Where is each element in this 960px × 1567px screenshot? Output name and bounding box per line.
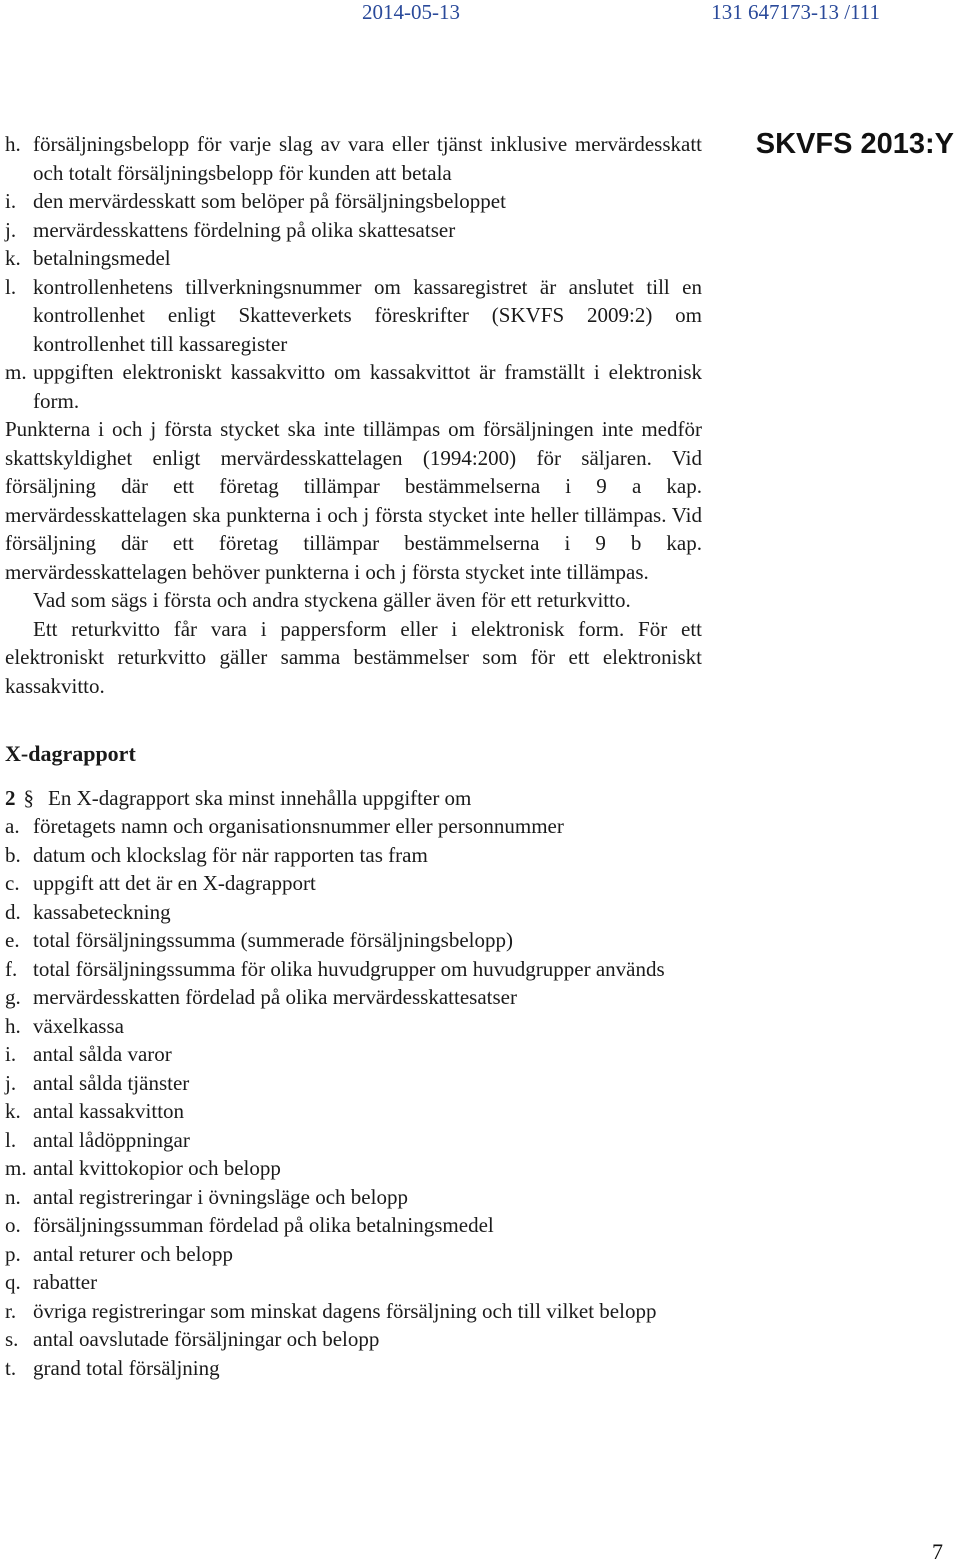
list-item (5, 983, 702, 1012)
section-symbol: § (23, 785, 34, 810)
list-letter: c. (5, 871, 20, 895)
list-letter: i. (5, 189, 17, 213)
list-letter: d. (5, 899, 21, 924)
list-item (5, 1183, 702, 1212)
list-letter: t. (5, 1355, 17, 1380)
section-heading: X-dagrapport (5, 741, 136, 766)
section-intro (5, 784, 702, 813)
section-intro-text: En X-dagrapport ska minst innehålla uppgifter om (48, 785, 472, 810)
list-letter: l. (5, 274, 17, 299)
list-item (5, 1040, 702, 1069)
list-text: antal returer och belopp (33, 1241, 233, 1266)
list-text: antal lådöppningar (33, 1127, 190, 1152)
list-letter: p. (5, 1241, 21, 1266)
list-text: mervärdesskatten fördelad på olika mervärdesskattesatser (33, 985, 517, 1009)
document-body (5, 130, 702, 1382)
list-text: rabatter (33, 1270, 98, 1294)
document-code: SKVFS 2013:Y (755, 128, 954, 160)
list-letter: m. (5, 1156, 27, 1180)
list-item (5, 1154, 702, 1183)
header-reference: 131 647173-13 /111 (711, 0, 880, 24)
list-text: antal registreringar i övningsläge och belopp (33, 1184, 408, 1209)
list-text: antal sålda tjänster (33, 1070, 190, 1095)
list-item (5, 841, 702, 870)
list-section (5, 812, 702, 1382)
list-text: datum och klockslag för när rapporten tas fram (33, 842, 428, 867)
list-letter: n. (5, 1184, 21, 1209)
list-text: antal oavslutade försäljningar och belopp (33, 1327, 380, 1351)
list-item (5, 926, 702, 955)
list-text: kassabeteckning (33, 899, 171, 924)
paragraph: Ett returkvitto får vara i pappersform eller i elektronisk form. För ett elektroniskt returkvitto gäller samma bestämmelser som för ett elektroniskt kassakvitto. (5, 616, 702, 698)
list-item (5, 1126, 702, 1155)
list-letter: a. (5, 814, 20, 838)
list-letter: o. (5, 1213, 21, 1237)
list-item (5, 358, 702, 415)
list-text: uppgiften elektroniskt kassakvitto om kassakvittot är framställt i elektronisk form. (33, 360, 702, 413)
list-item (5, 216, 702, 245)
list-letter: g. (5, 985, 21, 1009)
paragraph: Punkterna i och j första stycket ska inte tillämpas om försäljningen inte medför skattskyldighet enligt mervärdesskattelagen (1994:200) för säljaren. Vid försäljning där ett företag tillämpar bestämmelserna i 9 a kap. mervärdesskattelagen ska punkterna i och j första stycket inte heller tillämpas. Vid försäljning där ett företag tillämpar bestämmelserna i 9 b kap. mervärdesskattelagen behöver punkterna i och j första stycket inte tillämpas. (5, 417, 702, 584)
list-text: kontrollenhetens tillverkningsnummer om kassaregistret är anslutet till en kontrollenhet enligt Skatteverkets föreskrifter (SKVFS 2009:2) om kontrollenhet till kassaregister (33, 274, 702, 356)
list-text: antal kvittokopior och belopp (33, 1156, 281, 1180)
list-text: uppgift att det är en X-dagrapport (33, 871, 316, 895)
list-letter: j. (5, 217, 17, 242)
list-item (5, 1297, 702, 1326)
list-item (5, 1069, 702, 1098)
list-text: grand total försäljning (33, 1355, 220, 1380)
list-top (5, 130, 702, 415)
list-text: total försäljningssumma (summerade försäljningsbelopp) (33, 928, 513, 952)
paragraph: Vad som sägs i första och andra styckena gäller även för ett returkvitto. (33, 588, 631, 612)
list-item (5, 273, 702, 359)
list-text: växelkassa (33, 1013, 124, 1038)
list-item (5, 1097, 702, 1126)
list-item (5, 1240, 702, 1269)
list-item (5, 244, 702, 273)
list-letter: q. (5, 1270, 21, 1294)
list-item (5, 1211, 702, 1240)
list-text: företagets namn och organisationsnummer eller personnummer (33, 814, 564, 838)
list-letter: m. (5, 360, 27, 384)
list-text: betalningsmedel (33, 246, 171, 270)
list-letter: k. (5, 1099, 21, 1123)
header-date: 2014-05-13 (362, 0, 460, 24)
list-text: antal sålda varor (33, 1042, 172, 1066)
page-number: 7 (932, 1539, 943, 1564)
section-number: 2 (5, 785, 16, 810)
list-letter: b. (5, 842, 21, 867)
list-letter: i. (5, 1042, 17, 1066)
list-item (5, 187, 702, 216)
list-letter: h. (5, 1013, 21, 1038)
list-letter: h. (5, 132, 21, 156)
list-item (5, 1268, 702, 1297)
list-item (5, 1325, 702, 1354)
list-item (5, 955, 702, 984)
list-text: mervärdesskattens fördelning på olika skattesatser (33, 217, 456, 242)
list-letter: f. (5, 956, 18, 981)
list-text: försäljningsbelopp för varje slag av vara eller tjänst inklusive mervärdesskatt och totalt försäljningsbelopp för kunden att betala (33, 132, 702, 185)
list-text: försäljningssumman fördelad på olika betalningsmedel (33, 1213, 494, 1237)
list-letter: e. (5, 928, 20, 952)
list-item (5, 898, 702, 927)
list-item (5, 130, 702, 187)
list-text: övriga registreringar som minskat dagens försäljning och till vilket belopp (33, 1298, 657, 1323)
list-item (5, 1012, 702, 1041)
list-text: total försäljningssumma för olika huvudgrupper om huvudgrupper används (33, 956, 665, 981)
list-text: antal kassakvitton (33, 1099, 185, 1123)
list-item (5, 1354, 702, 1383)
list-text: den mervärdesskatt som belöper på försäljningsbeloppet (33, 189, 506, 213)
body-paragraphs (5, 415, 702, 700)
list-letter: j. (5, 1070, 17, 1095)
list-letter: k. (5, 246, 21, 270)
list-letter: l. (5, 1127, 17, 1152)
list-letter: s. (5, 1327, 19, 1351)
list-item (5, 869, 702, 898)
list-item (5, 812, 702, 841)
list-letter: r. (5, 1298, 17, 1323)
